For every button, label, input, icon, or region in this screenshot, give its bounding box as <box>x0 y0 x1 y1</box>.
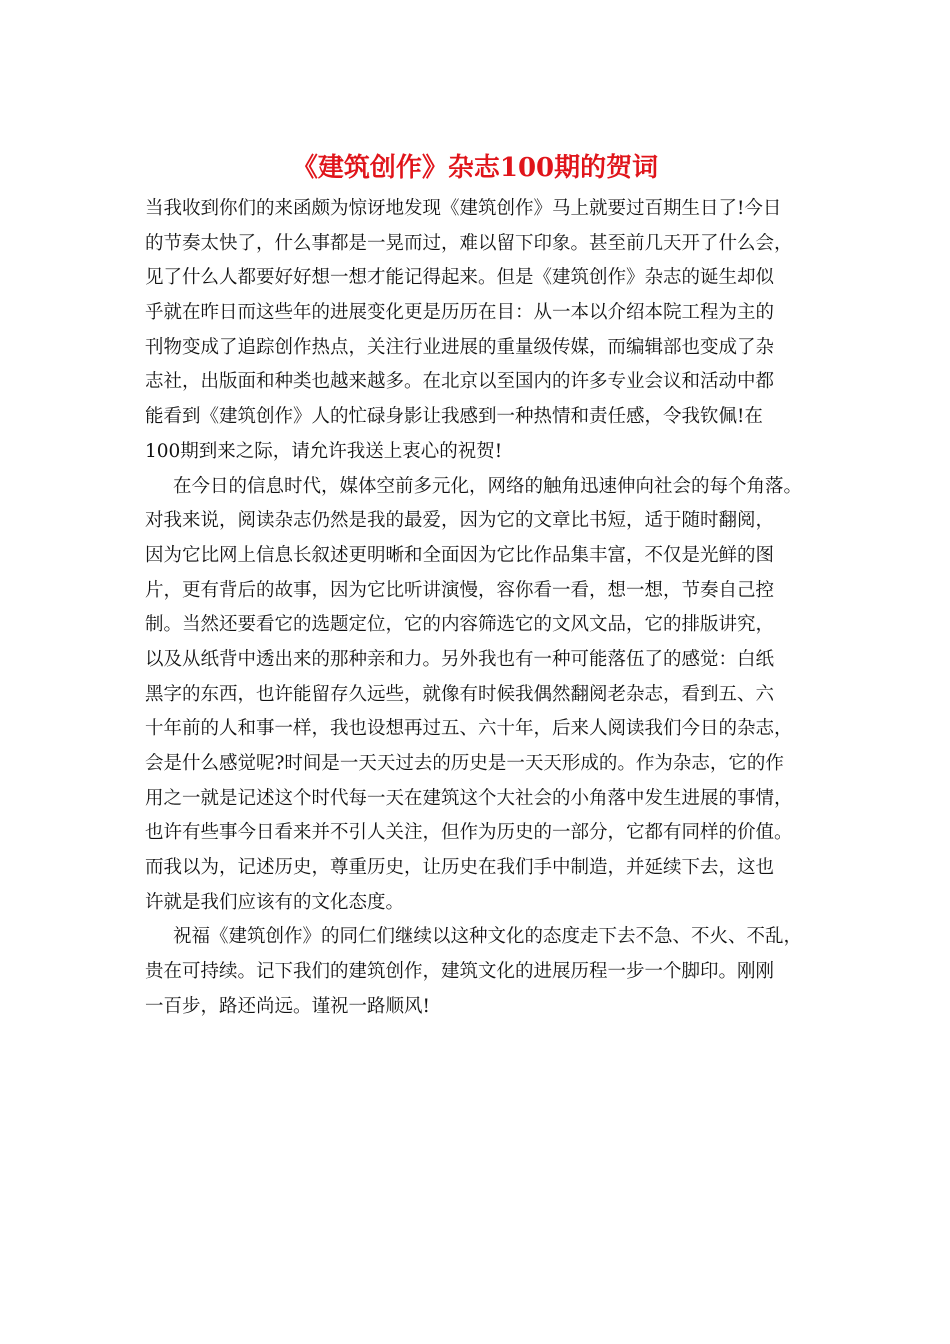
text-line: 志社，出版面和种类也越来越多。在北京以至国内的许多专业会议和活动中都 <box>145 371 775 393</box>
text-line: 乎就在昨日而这些年的进展变化更是历历在目：从一本以介绍本院工程为主的 <box>145 302 775 324</box>
document-title: 《建筑创作》杂志100期的贺词 <box>291 153 659 183</box>
text-line: 黑字的东西，也许能留存久远些，就像有时候我偶然翻阅老杂志，看到五、六 <box>145 683 775 705</box>
text-line: 也许有些事今日看来并不引人关注，但作为历史的一部分，它都有同样的价值。 <box>145 822 793 844</box>
text-line: 100期到来之际，请允许我送上衷心的祝贺! <box>145 440 503 462</box>
text-line: 而我以为，记述历史，尊重历史，让历史在我们手中制造，并延续下去，这也 <box>145 857 775 879</box>
text-line: 在今日的信息时代，媒体空前多元化，网络的触角迅速伸向社会的每个角落。 <box>173 475 803 497</box>
document-body <box>145 192 813 1025</box>
text-line: 贵在可持续。记下我们的建筑创作，建筑文化的进展历程一步一个脚印。刚刚 <box>145 961 775 983</box>
text-line: 会是什么感觉呢?时间是一天天过去的历史是一天天形成的。作为杂志，它的作 <box>145 753 784 774</box>
text-line: 许就是我们应该有的文化态度。 <box>145 891 405 913</box>
text-line: 能看到《建筑创作》人的忙碌身影让我感到一种热情和责任感，令我钦佩!在 <box>145 406 763 428</box>
text-line: 刊物变成了追踪创作热点，关注行业进展的重量级传媒，而编辑部也变成了杂 <box>145 336 775 358</box>
text-line: 片，更有背后的故事，因为它比听讲演慢，容你看一看，想一想，节奏自己控 <box>145 579 775 601</box>
text-line: 祝福《建筑创作》的同仁们继续以这种文化的态度走下去不急、不火、不乱， <box>173 926 803 948</box>
text-line: 制。当然还要看它的选题定位，它的内容筛选它的文风文品，它的排版讲究， <box>145 614 775 636</box>
text-line: 一百步，路还尚远。谨祝一路顺风! <box>145 995 430 1017</box>
text-line: 用之一就是记述这个时代每一天在建筑这个大社会的小角落中发生进展的事情， <box>145 787 793 809</box>
text-line: 见了什么人都要好好想一想才能记得起来。但是《建筑创作》杂志的诞生却似 <box>145 267 775 289</box>
text-line: 当我收到你们的来函颇为惊讶地发现《建筑创作》马上就要过百期生日了!今日 <box>145 198 782 219</box>
text-line: 以及从纸背中透出来的那种亲和力。另外我也有一种可能落伍了的感觉：白纸 <box>145 648 775 670</box>
text-line: 的节奏太快了，什么事都是一晃而过，难以留下印象。甚至前几天开了什么会， <box>145 232 793 254</box>
text-line: 十年前的人和事一样，我也设想再过五、六十年，后来人阅读我们今日的杂志， <box>145 718 793 740</box>
text-line: 因为它比网上信息长叙述更明晰和全面因为它比作品集丰富，不仅是光鲜的图 <box>145 544 775 566</box>
text-line: 对我来说，阅读杂志仍然是我的最爱，因为它的文章比书短，适于随时翻阅， <box>145 510 775 532</box>
